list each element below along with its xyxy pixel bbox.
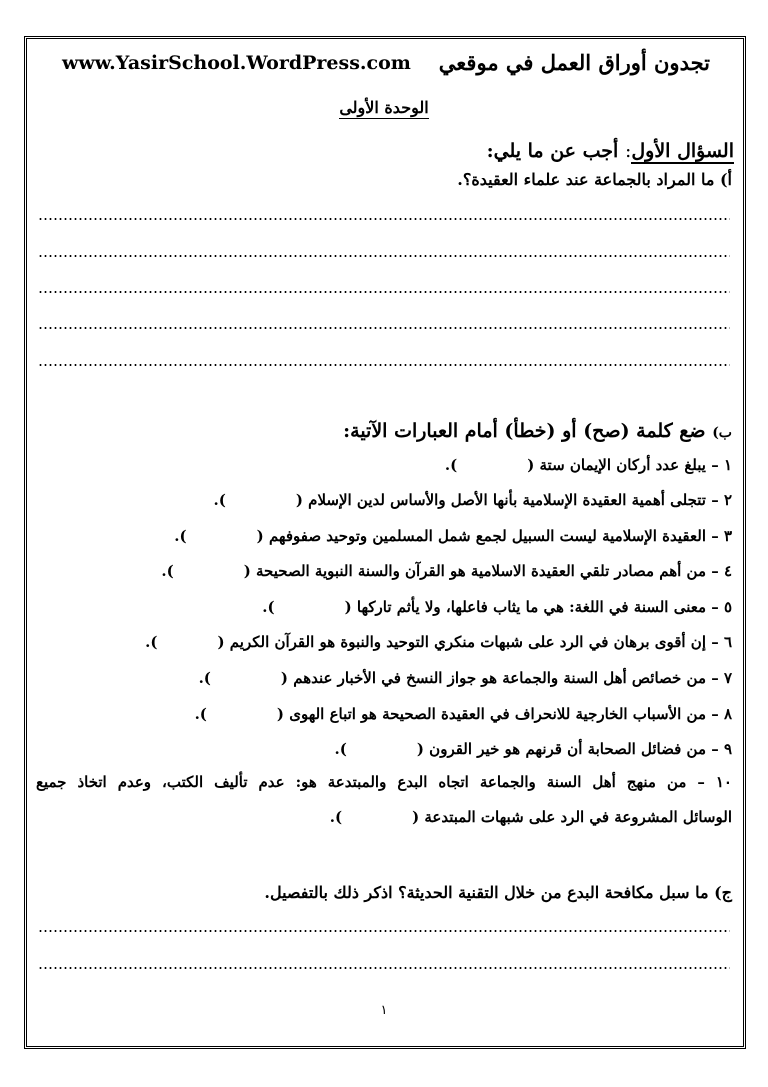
statement-text: ٢ – تتجلى أهمية العقيدة الإسلامية بأنها الأصل والأساس لدين الإسلام ( [295, 491, 732, 509]
answer-line-a2[interactable] [38, 255, 730, 257]
part-b-marker: ب) [712, 425, 732, 441]
statement-close: ). [213, 491, 226, 509]
statement-close: ). [262, 598, 275, 616]
statement-2 [214, 491, 732, 509]
statement-9 [335, 740, 732, 758]
statement-10-line-1: ١٠ – من منهج أهل السنة والجماعة اتجاه البدع والمبتدعة هو: عدم تأليف الكتب، وعدم اتخاذ جميع [36, 773, 732, 791]
answer-line-a5[interactable] [38, 364, 730, 366]
answer-line-c2[interactable] [38, 967, 730, 969]
answer-line-a3[interactable] [38, 291, 730, 293]
statement-text: ٤ – من أهم مصادر تلقي العقيدة الاسلامية هو القرآن والسنة النبوية الصحيحة ( [243, 562, 732, 580]
answer-line-a1[interactable] [38, 218, 730, 220]
unit-title [0, 98, 768, 117]
statement-text: ٥ – معنى السنة في اللغة: هي ما يثاب فاعلها، ولا يأثم تاركها ( [344, 598, 732, 616]
statement-text: ٨ – من الأسباب الخارجية للانحراف في العقيدة الصحيحة هو اتباع الهوى ( [276, 705, 732, 723]
statement-4 [161, 562, 732, 580]
statement-close: ). [145, 633, 158, 651]
part-b-instruction: ضع كلمة (صح) أو (خطأ) أمام العبارات الآتية: [343, 420, 706, 442]
statement-close: ). [444, 456, 458, 474]
answer-line-a4[interactable] [38, 327, 730, 329]
statement-close: ). [334, 740, 347, 758]
statement-text: ٦ – إن أقوى برهان في الرد على شبهات منكري التوحيد والنبوة هو القرآن الكريم ( [217, 633, 732, 651]
statement-text: الوسائل المشروعة في الرد على شبهات المبتدعة ( [412, 808, 732, 826]
statement-text: ١ – يبلغ عدد أركان الإيمان ستة ( [527, 456, 732, 474]
site-url[interactable]: www.YasirSchool.WordPress.com [62, 52, 411, 74]
statement-close: ). [161, 562, 174, 580]
statement-text: ٧ – من خصائص أهل السنة والجماعة هو جواز النسخ في الأخبار عندهم ( [280, 669, 732, 687]
site-label: تجدون أوراق العمل في موقعي [438, 50, 710, 75]
part-b-heading [343, 420, 732, 442]
question-1-label: السؤال الأول [631, 140, 734, 162]
statement-10-line-2 [330, 808, 732, 826]
question-1-instruction: أجب عن ما يلي: [486, 140, 619, 162]
question-1-heading [487, 140, 734, 162]
statement-close: ). [329, 808, 343, 826]
statement-text: ٣ – العقيدة الإسلامية ليست السبيل لجمع شمل المسلمين وتوحيد صفوفهم ( [256, 527, 732, 545]
part-a-question: أ) ما المراد بالجماعة عند علماء العقيدة؟. [457, 170, 732, 189]
statement-text: ٩ – من فضائل الصحابة أن قرنهم هو خير القرون ( [416, 740, 732, 758]
statement-close: ). [198, 669, 211, 687]
statement-8 [195, 705, 732, 723]
part-c-question: ج) ما سبل مكافحة البدع من خلال التقنية الحديثة؟ اذكر ذلك بالتفصيل. [264, 883, 732, 902]
statement-1 [445, 456, 732, 474]
statement-7 [199, 669, 732, 687]
statement-6 [145, 633, 732, 651]
statement-3 [174, 527, 732, 545]
page-number: ١ [380, 1003, 388, 1018]
unit-title-text: الوحدة الأولى [339, 98, 429, 117]
answer-line-c1[interactable] [38, 930, 730, 932]
statement-close: ). [174, 527, 187, 545]
question-1-separator: : [624, 140, 632, 162]
statement-close: ). [194, 705, 207, 723]
statement-5 [262, 598, 732, 616]
